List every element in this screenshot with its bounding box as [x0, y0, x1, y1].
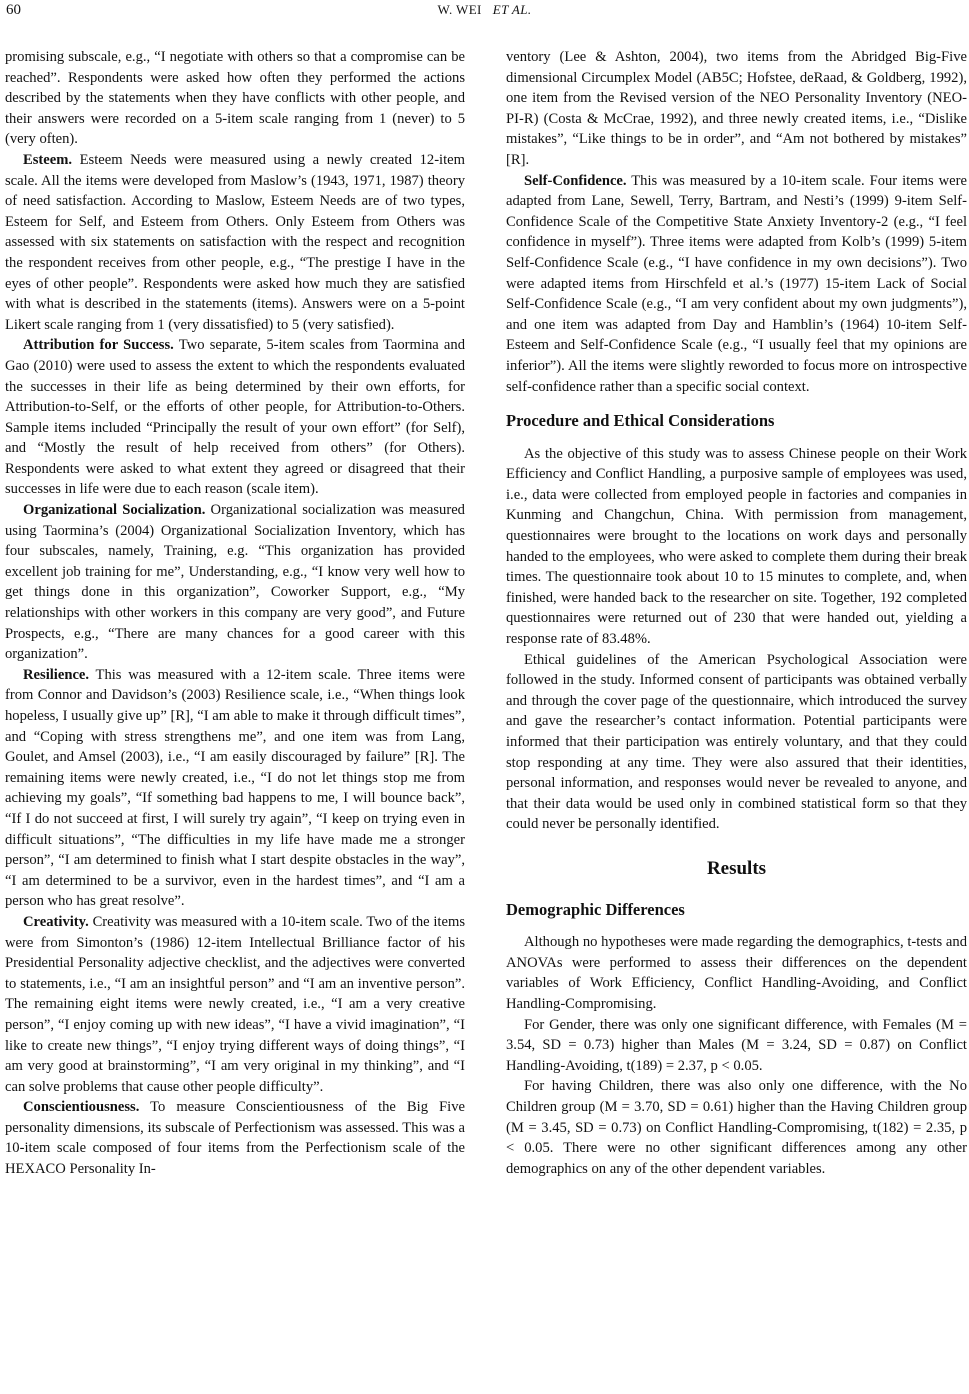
page-number: 60	[6, 2, 21, 18]
heading-esteem: Esteem.	[23, 151, 73, 168]
heading-resilience: Resilience.	[23, 666, 90, 683]
paragraph-conflict-compromising: promising subscale, e.g., “I negotiate with others so that a compromise can be reached”. Respondents were asked how often they performed the actions described by the statements when they have conflicts with other people, and their answers were recorded on a 5-item scale ranging from 1 (never) to 5 (very often).	[5, 49, 465, 148]
paragraph-org-socialization	[5, 500, 465, 665]
heading-procedure: Procedure and Ethical Considerations	[506, 411, 775, 431]
text-resilience: This was measured with a 12-item scale. Three items were from Connor and Davidson’s (2003) Resilience scale, i.e., “When things look hopeless, I usually give up” [R], “I am able to make it through difficult times”, and “Coping with stress strengthens me”, and one item was from Lang, Goulet, and Amsel (2003), i.e., “I am easily discouraged by failure” [R]. The remaining items were newly created, i.e., “I do not let things stop me from achieving my goals”, “If something bad happens to me, I will bounce back”, “If I do not succeed at first, I will surely try again”, “I keep on trying even in difficult situations”, “The difficulties in my life have made me a stronger person”, “I am determined to finish what I start despite obstacles in the way”, “I am determined to be a survivor, even in the hardest times”, and “I am a person who has great resolve”.	[5, 666, 465, 910]
heading-conscientiousness: Conscientiousness.	[23, 1099, 140, 1116]
paragraph-self-confidence	[506, 171, 967, 398]
heading-demographic-differences: Demographic Differences	[506, 899, 685, 919]
running-head	[0, 2, 969, 18]
heading-self-confidence: Self-Confidence.	[524, 172, 627, 189]
paragraph-attribution	[5, 335, 465, 500]
paragraph-perfectionism-continued: ventory (Lee & Ashton, 2004), two items from the Abridged Big-Five dimensional Circumplex Model (AB5C; Hofstee, deRaad, & Goldberg, 1992), one item from the Revised version of the NEO Personality Inventory (NEO-PI-R) (Costa & McCrae, 1992), and three newly created items, i.e., “Dislike mistakes”, “Like things to be in order”, and “Am not bothered by mistakes” [R].	[506, 49, 967, 168]
paragraph-resilience	[5, 665, 465, 912]
text-self-confidence: This was measured by a 10-item scale. Four items were adapted from Lane, Sewell, Terry, Bartram, and Nesti’s (1999) 9-item Self-Confidence Scale of the Competitive State Anxiety Inventory-2 (e.g., “I feel confidence in myself”). Three items were adapted from Kolb’s (1999) 5-item Self-Confidence Scale (e.g., “I have confidence in my own decisions”). Two were adapted items from Hirschfeld et al.’s (1977) 15-item Lack of Social Self-Confidence Scale (e.g., “I am very confident about my own judgments”), and one item was adapted from Day and Hamblin’s (1964) 10-item Self-Esteem and Self-Confidence Scale (e.g., “I usually feel that my opinions are inferior”). All the items were slightly reworded to focus more on introspective self-confidence rather than a specific social context.	[506, 172, 967, 395]
text-creativity: Creativity was measured with a 10-item scale. Two of the items were from Simonton’s (1986) 12-item Intellectual Brilliance factor of his Presidential Personality adjective checklist, and the adjectives were converted to statements, i.e., “I am an insightful person” and “I am an inventive person”. The remaining eight items were newly created, i.e., “I am a very creative person”, “I enjoy coming up with new ideas”, “I have a vivid imagination”, “I like to create new things”, “I enjoy trying different ways of doing things”, “I am very good at brainstorming”, “I am very original in my thinking”, and “I can solve problems that cause other people difficulty”.	[5, 913, 465, 1095]
running-head-etal: ET AL.	[492, 2, 532, 17]
right-column	[506, 47, 967, 1179]
heading-results: Results	[706, 857, 767, 879]
heading-creativity: Creativity.	[23, 913, 89, 930]
text-attribution: Two separate, 5-item scales from Taormina and Gao (2010) were used to assess the extent to which the respondents evaluated the successes in their life as being determined by their own efforts, for Attribution-to-Self, or the efforts of other people, for Attribution-to-Others. Sample items included “Principally the result of your own effort” (for Self), and “Mostly the result of help received from others” (for Others). Respondents were asked to what extent they agreed or disagreed that their successes in life were due to each reason (scale item).	[5, 337, 465, 498]
text-org-socialization: Organizational socialization was measured using Taormina’s (2004) Organizational Socialization Inventory, which has four subscales, namely, Training, e.g. “This organization has provided excellent job training for me”, Understanding, e.g., “I know very well how to get things done in this organization”, Coworker Support, e.g., “My relationships with other workers in this company are very good”, and Future Prospects, e.g., “There are many chances for a good career with this organization”.	[5, 502, 465, 663]
text-esteem: Esteem Needs were measured using a newly created 12-item scale. All the items were developed from Maslow’s (1943, 1971, 1987) theory of need satisfaction. According to Maslow, Esteem Needs are of two types, Esteem for Self, and Esteem from Others. Only Esteem from Others was assessed with six statements on satisfaction with the respect and recognition the respondent receives from other people, e.g., “The prestige I have in the eyes of other people”. Respondents were asked how much they are satisfied with what is described in the statements (items). Answers were on a 5-point Likert scale ranging from 1 (very dissatisfied) to 5 (very satisfied).	[5, 151, 465, 333]
paragraph-esteem	[5, 150, 465, 335]
paragraph-procedure-ethics: Ethical guidelines of the American Psychological Association were followed in the study. Informed consent of participants was obtained verbally and through the cover page of the questionnaire, which introduced the survey and gave the researcher’s contact information. Potential participants were informed that their participation was entirely voluntary, and that they could stop responding at any time. They were also assured that their identities, personal information, and responses would never be revealed to anyone, and that their data would be used only in combined statistical form so that they could never be personally identified.	[506, 651, 967, 833]
paragraph-demographics-gender: For Gender, there was only one significant difference, with Females (M = 3.54, SD = 0.73) higher than Males (M = 3.24, SD = 0.87) on Conflict Handling-Avoiding, t(189) = 2.37, p < 0.05.	[506, 1016, 967, 1074]
paragraph-demographics-intro: Although no hypotheses were made regarding the demographics, t-tests and ANOVAs were performed to assess their differences on the dependent variables of Work Efficiency, Conflict Handling-Avoiding, and Conflict Handling-Compromising.	[506, 934, 967, 1012]
paragraph-procedure-sample: As the objective of this study was to assess Chinese people on their Work Efficiency and Conflict Handling, a purposive sample of employees was used, i.e., data were collected from employed people in factories and companies in Kunming and Changchun, China. With permission from management, questionnaires were brought to the locations on work days and personally handed to the employees, who were asked to complete them during their break times. The questionnaire took about 10 to 15 minutes to complete, and, when finished, were handed back to the researcher on site. Together, 192 completed questionnaires were returned out of 230 that were handed out, yielding a response rate of 83.48%.	[506, 445, 967, 648]
heading-attribution: Attribution for Success.	[23, 337, 174, 354]
paragraph-creativity	[5, 912, 465, 1097]
heading-org-socialization: Organizational Socialization.	[23, 502, 206, 519]
paragraph-demographics-children: For having Children, there was also only one difference, with the No Children group (M = 3.70, SD = 0.61) higher than the Having Children group (M = 3.45, SD = 0.73) on Conflict Handling-Compromising, t(182) = 2.35, p < 0.05. There were no other significant differences among any other demographics on any of the other dependent variables.	[506, 1078, 967, 1177]
paragraph-conscientiousness	[5, 1097, 465, 1179]
running-head-author: W. WEI	[437, 2, 482, 17]
left-column	[5, 47, 465, 1180]
text-conscientiousness: To measure Conscientiousness of the Big Five personality dimensions, its subscale of Perfectionism was assessed. This was a 10-item scale composed of four items from the Perfectionism scale of the HEXACO Personality In-	[5, 1099, 465, 1178]
